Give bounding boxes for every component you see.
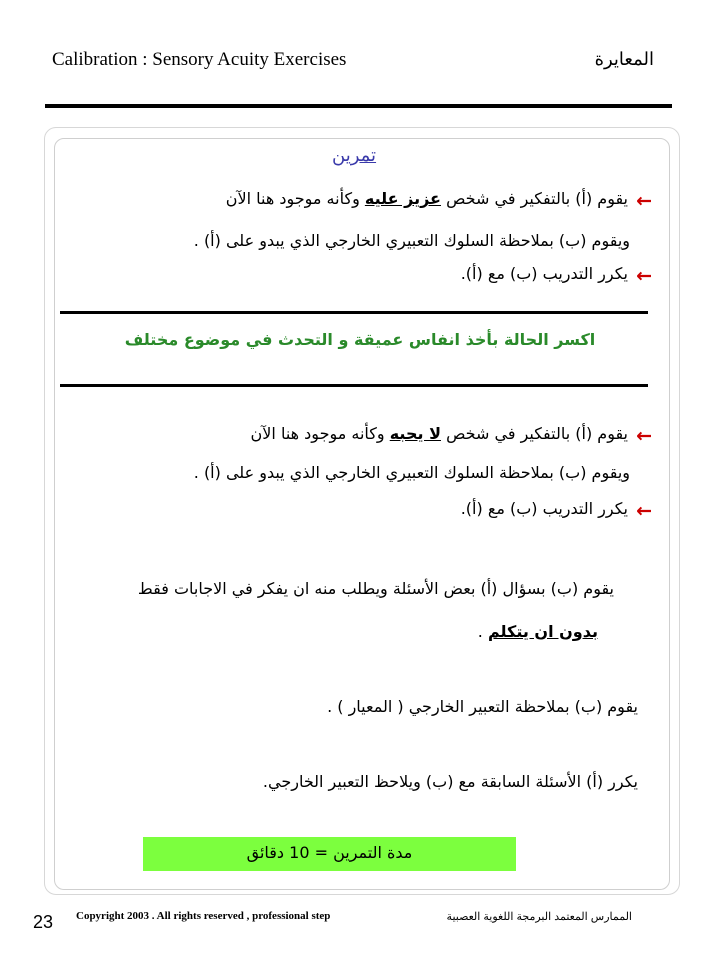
para1-end: . [477, 622, 488, 641]
exercise-title: تمرين [332, 145, 377, 166]
block2-line1-emphasis: لا يحبه [389, 424, 441, 443]
header-divider [45, 104, 672, 108]
para1-line1: يقوم (ب) بسؤال (أ) بعض الأسئلة ويطلب منه ان يفكر في الاجابات فقط [137, 579, 614, 598]
para1-emphasis: بدون ان يتكلم [487, 622, 598, 641]
block1-line1 [226, 189, 628, 208]
section-divider [60, 384, 648, 387]
block1-line1-pre: يقوم (أ) بالتفكير في شخص [440, 189, 628, 208]
block2-line1-post: وكأنه موجود هنا الآن [250, 424, 390, 443]
block2-line2: ويقوم (ب) بملاحظة السلوك التعبيري الخارجي الذي يبدو على (أ) . [193, 463, 630, 482]
block1-line1-emphasis: عزيز عليه [364, 189, 441, 208]
header-title-en: Calibration : Sensory Acuity Exercises [52, 49, 347, 70]
block1-line2: ويقوم (ب) بملاحظة السلوك التعبيري الخارجي الذي يبدو على (أ) . [193, 231, 630, 250]
block1-line1-post: وكأنه موجود هنا الآن [225, 189, 365, 208]
para1-line2 [478, 622, 598, 641]
para2: يقوم (ب) بملاحظة التعبير الخارجي ( المعيار ) . [327, 697, 638, 716]
duration-box [143, 837, 516, 871]
copyright-en: Copyright 2003 . All rights reserved , professional step [76, 910, 331, 922]
section-divider [60, 311, 648, 314]
block2-line1 [251, 424, 628, 443]
para3: يكرر (أ) الأسئلة السابقة مع (ب) ويلاحظ التعبير الخارجي. [262, 772, 638, 791]
duration-text: مدة التمرين = 10 دقائق [246, 843, 413, 862]
arrow-left-icon: ← [636, 190, 652, 212]
block2-line1-pre: يقوم (أ) بالتفكير في شخص [440, 424, 628, 443]
arrow-left-icon: ← [636, 500, 652, 522]
break-state-text: اكسر الحالة بأخذ انفاس عميقة و التحدث في موضوع مختلف [124, 330, 596, 349]
header-title-ar: المعايرة [594, 49, 654, 69]
block2-line3: يكرر التدريب (ب) مع (أ). [460, 499, 628, 518]
arrow-left-icon: ← [636, 425, 652, 447]
arrow-left-icon: ← [636, 265, 652, 287]
copyright-ar: الممارس المعتمد البرمجة اللغوية العصبية [446, 911, 632, 923]
block1-line3: يكرر التدريب (ب) مع (أ). [460, 264, 628, 283]
page-number: 23 [33, 912, 54, 932]
